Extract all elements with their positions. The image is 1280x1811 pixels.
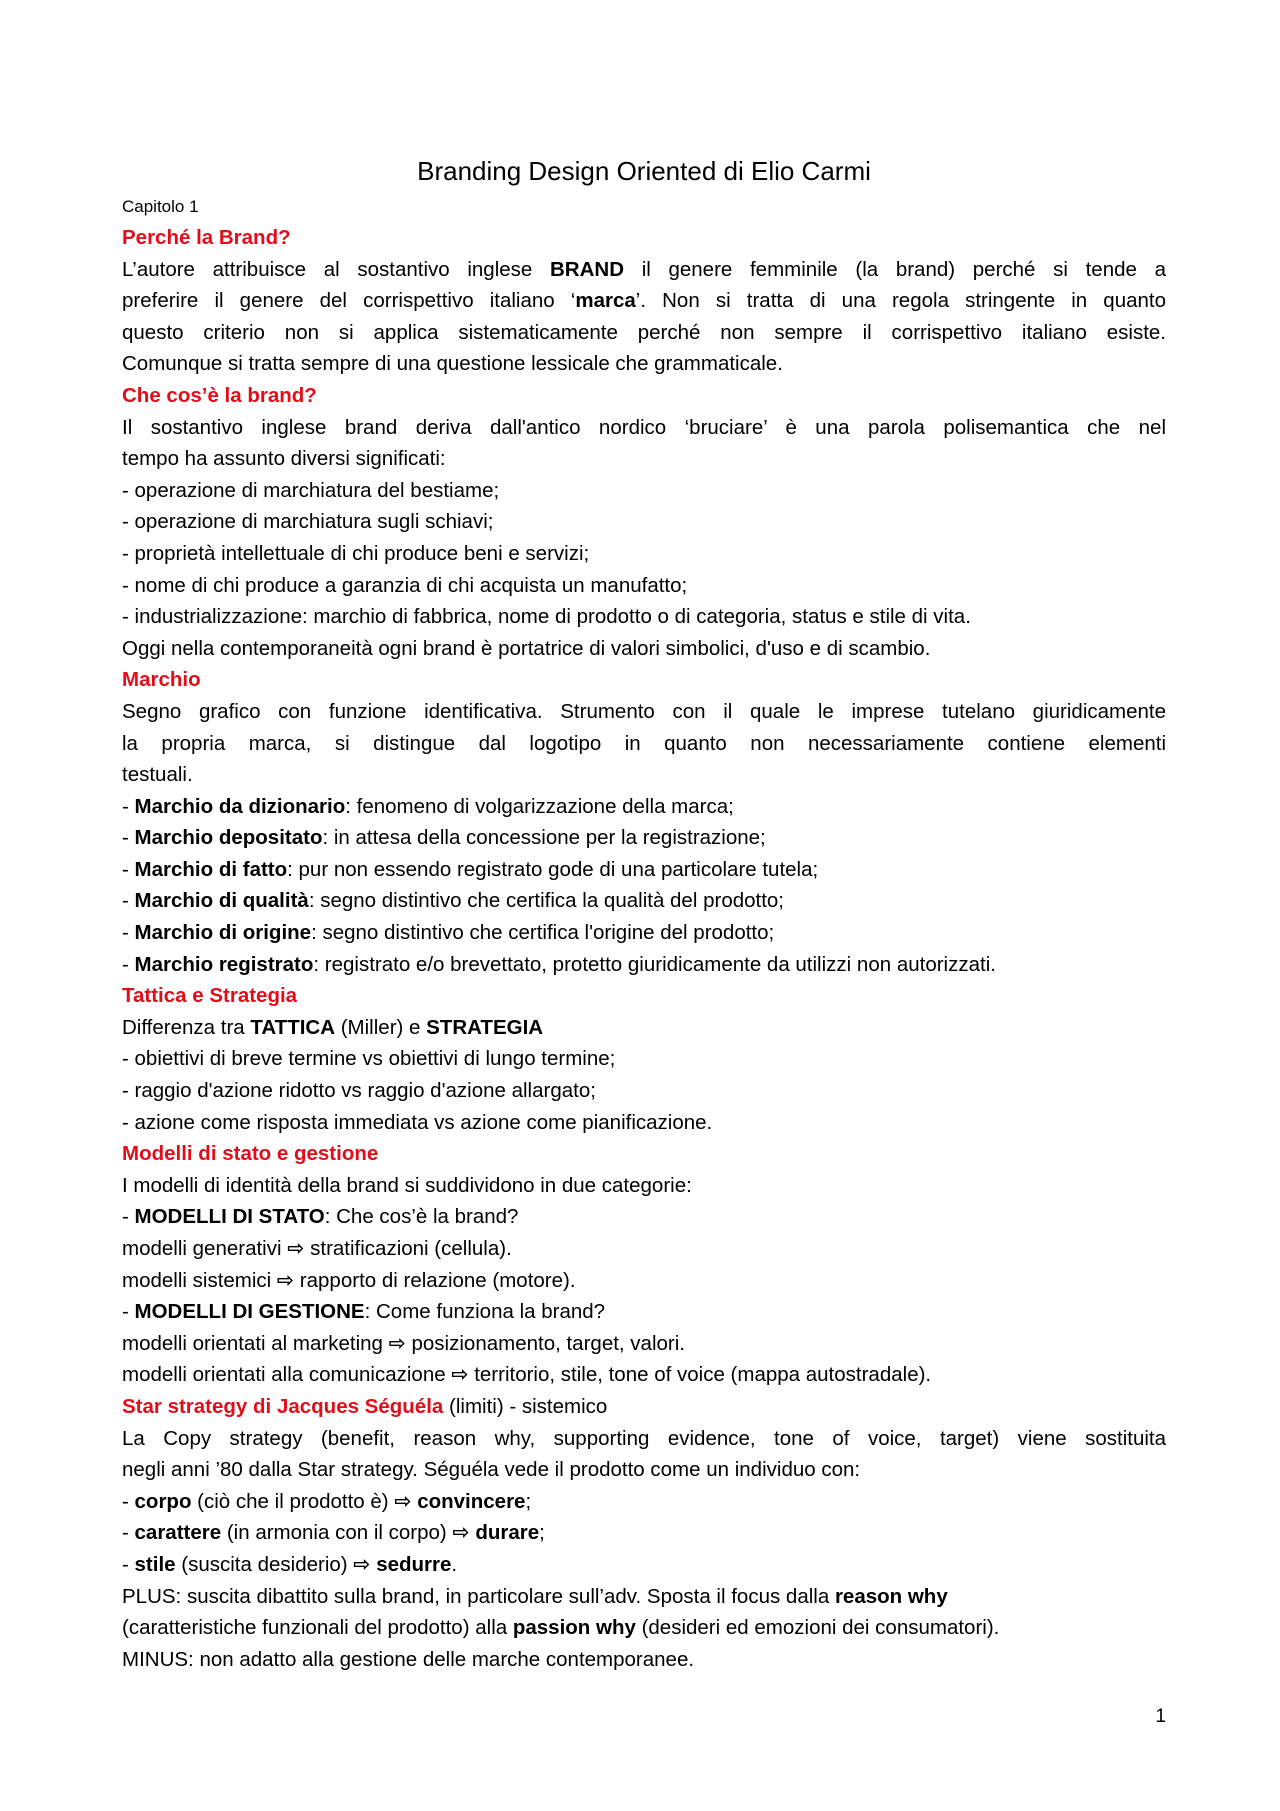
arrow-icon: ⇨: [353, 1552, 371, 1576]
paragraph-line: La Copy strategy (benefit, reason why, supporting evidence, tone of voice, target) viene sostituita: [122, 1426, 1166, 1450]
page-number: 1: [1155, 1706, 1166, 1727]
paragraph-line: testuali.: [122, 763, 193, 787]
paragraph-line: L’autore attribuisce al sostantivo inglese BRAND il genere femminile (la brand) perché si tende a: [122, 257, 1166, 281]
paragraph-line: Segno grafico con funzione identificativa. Strumento con il quale le imprese tutelano giuridicamente: [122, 699, 1166, 723]
list-item: - azione come risposta immediata vs azione come pianificazione.: [122, 1110, 713, 1134]
section-heading-tattica: Tattica e Strategia: [122, 984, 298, 1008]
section-heading-che-cos-e: Che cos’è la brand?: [122, 383, 317, 407]
paragraph-line: Comunque si tratta sempre di una questione lessicale che grammaticale.: [122, 352, 783, 376]
list-item: - nome di chi produce a garanzia di chi acquista un manufatto;: [122, 573, 688, 597]
paragraph-line: Differenza tra TATTICA (Miller) e STRATEGIA: [122, 1015, 544, 1039]
paragraph-line: preferire il genere del corrispettivo italiano ‘marca’. Non si tratta di una regola stringente in quanto: [122, 289, 1166, 313]
section-heading-modelli: Modelli di stato e gestione: [122, 1142, 379, 1166]
paragraph-line: Oggi nella contemporaneità ogni brand è portatrice di valori simbolici, d'uso e di scambio.: [122, 636, 931, 660]
list-item: - Marchio registrato: registrato e/o brevettato, protetto giuridicamente da utilizzi non autorizzati.: [122, 952, 996, 976]
list-item: - Marchio da dizionario: fenomeno di volgarizzazione della marca;: [122, 794, 734, 818]
paragraph-line: la propria marca, si distingue dal logotipo in quanto non necessariamente contiene elementi: [122, 731, 1166, 755]
paragraph-line: PLUS: suscita dibattito sulla brand, in particolare sull’adv. Sposta il focus dalla reason why: [122, 1584, 948, 1608]
arrow-icon: ⇨: [388, 1331, 406, 1355]
paragraph-line: modelli orientati alla comunicazione ⇨ territorio, stile, tone of voice (mappa autostradale).: [122, 1363, 932, 1387]
list-item: - Marchio di qualità: segno distintivo che certifica la qualità del prodotto;: [122, 889, 785, 913]
paragraph-line: tempo ha assunto diversi significati:: [122, 447, 446, 471]
arrow-icon: ⇨: [452, 1521, 470, 1545]
arrow-icon: ⇨: [394, 1489, 412, 1513]
paragraph-line: Il sostantivo inglese brand deriva dall'antico nordico ‘bruciare’ è una parola polisemantica che nel: [122, 415, 1166, 439]
list-item: - operazione di marchiatura del bestiame;: [122, 478, 500, 502]
list-item: - stile (suscita desiderio) ⇨ sedurre.: [122, 1552, 458, 1576]
list-item: - obiettivi di breve termine vs obiettivi di lungo termine;: [122, 1047, 616, 1071]
list-item: - operazione di marchiatura sugli schiavi;: [122, 510, 494, 534]
section-heading-marchio: Marchio: [122, 668, 201, 692]
list-item: - raggio d'azione ridotto vs raggio d'azione allargato;: [122, 1079, 596, 1103]
paragraph-line: MINUS: non adatto alla gestione delle marche contemporanee.: [122, 1647, 695, 1671]
paragraph-line: modelli sistemici ⇨ rapporto di relazione (motore).: [122, 1268, 576, 1292]
list-item: - Marchio di origine: segno distintivo che certifica l'origine del prodotto;: [122, 921, 775, 945]
list-item: - corpo (ciò che il prodotto è) ⇨ convincere;: [122, 1489, 532, 1513]
paragraph-line: I modelli di identità della brand si suddividono in due categorie:: [122, 1173, 692, 1197]
list-item: - MODELLI DI STATO: Che cos’è la brand?: [122, 1205, 519, 1229]
arrow-icon: ⇨: [276, 1268, 295, 1292]
page-content: [122, 150, 1166, 1675]
paragraph-line: modelli generativi ⇨ stratificazioni (cellula).: [122, 1237, 512, 1260]
paragraph-line: (caratteristiche funzionali del prodotto) alla passion why (desideri ed emozioni dei consumatori).: [122, 1616, 1000, 1640]
chapter-label: Capitolo 1: [122, 197, 199, 216]
list-item: - Marchio depositato: in attesa della concessione per la registrazione;: [122, 826, 766, 850]
paragraph-line: questo criterio non si applica sistematicamente perché non sempre il corrispettivo italiano esiste.: [122, 320, 1166, 344]
arrow-icon: ⇨: [451, 1363, 469, 1387]
list-item: - proprietà intellettuale di chi produce beni e servizi;: [122, 541, 590, 565]
section-heading-star-strategy: Star strategy di Jacques Séguéla (limiti) - sistemico: [122, 1394, 608, 1418]
list-item: - industrializzazione: marchio di fabbrica, nome di prodotto o di categoria, status e stile di vita.: [122, 605, 971, 629]
arrow-icon: ⇨: [287, 1237, 305, 1260]
list-item: - Marchio di fatto: pur non essendo registrato gode di una particolare tutela;: [122, 857, 819, 881]
paragraph-line: modelli orientati al marketing ⇨ posizionamento, target, valori.: [122, 1331, 685, 1355]
list-item: - carattere (in armonia con il corpo) ⇨ durare;: [122, 1521, 545, 1545]
document-title: Branding Design Oriented di Elio Carmi: [417, 156, 871, 186]
paragraph-line: negli anni ’80 dalla Star strategy. Séguéla vede il prodotto come un individuo con:: [122, 1458, 861, 1482]
section-heading-perche: Perché la Brand?: [122, 226, 291, 249]
list-item: - MODELLI DI GESTIONE: Come funziona la brand?: [122, 1300, 606, 1324]
